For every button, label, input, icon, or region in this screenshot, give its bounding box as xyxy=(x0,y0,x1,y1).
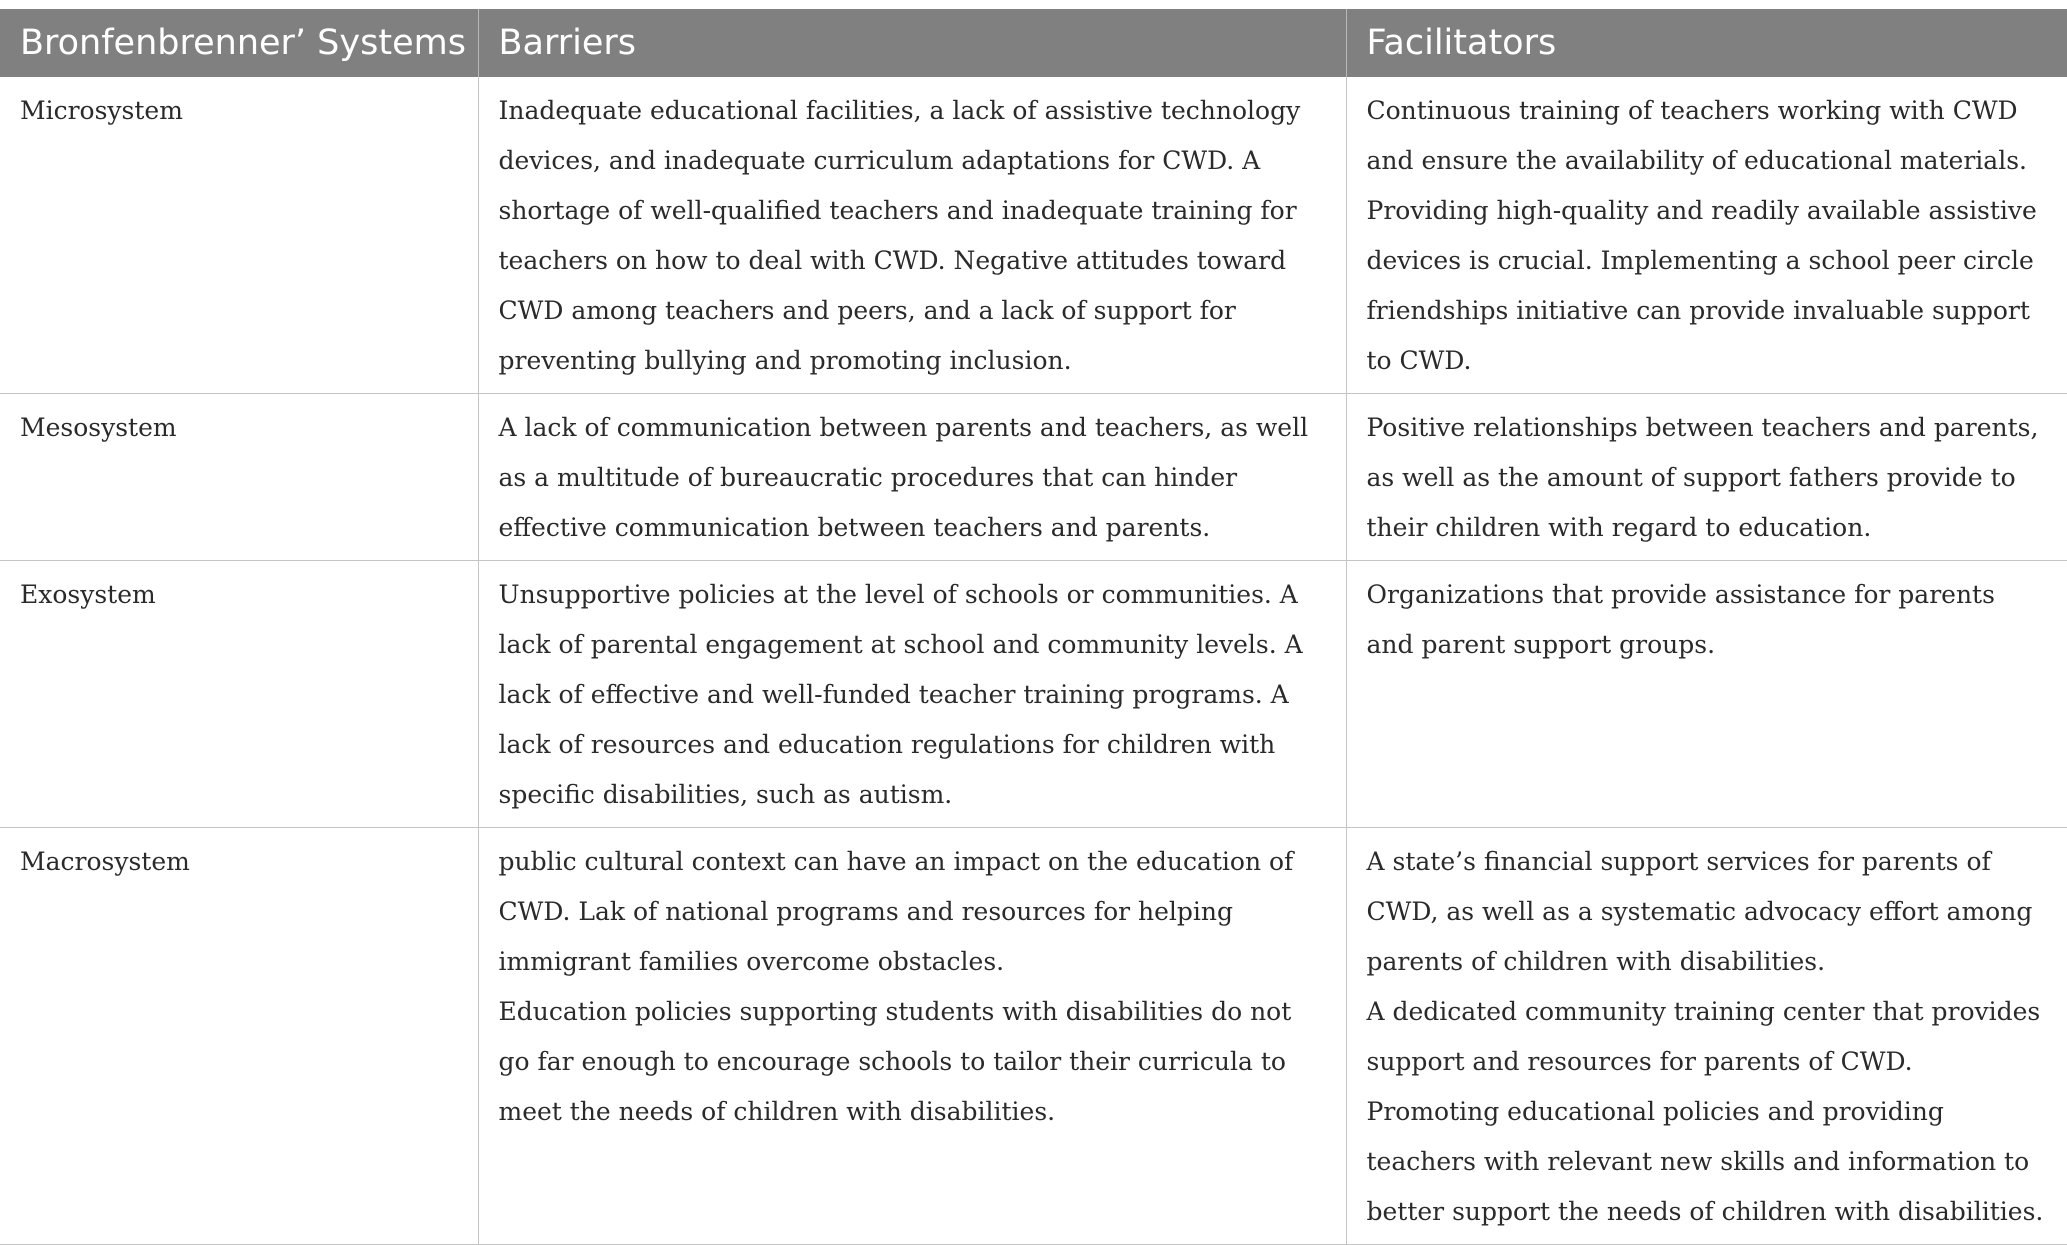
cell-barriers: Unsupportive policies at the level of schools or communities. A lack of parental engagement at school and community levels. A lack of effective and well-funded teacher training programs. A lack of resources and education regulations for children with specific disabilities, such as autism. xyxy=(478,561,1346,828)
header-barriers: Barriers xyxy=(478,9,1346,77)
cell-facilitators: Continuous training of teachers working with CWD and ensure the availability of educational materials. Providing high-quality and readily available assistive devices is crucial. Implementing a school peer circle friendships initiative can provide invaluable support to CWD. xyxy=(1346,77,2067,394)
table-header xyxy=(0,9,2067,77)
cell-system: Macrosystem xyxy=(0,828,478,1245)
cell-facilitators: Positive relationships between teachers and parents, as well as the amount of support fathers provide to their children with regard to education. xyxy=(1346,394,2067,561)
header-facilitators: Facilitators xyxy=(1346,9,2067,77)
cell-system: Mesosystem xyxy=(0,394,478,561)
cell-barriers: public cultural context can have an impact on the education of CWD. Lak of national programs and resources for helping immigrant families overcome obstacles. Education policies supporting students with disabilities do not go far enough to encourage schools to tailor their curricula to meet the needs of children with disabilities. xyxy=(478,828,1346,1245)
cell-facilitators: Organizations that provide assistance for parents and parent support groups. xyxy=(1346,561,2067,828)
table-row xyxy=(0,561,2067,828)
table-row xyxy=(0,77,2067,394)
cell-barriers: Inadequate educational facilities, a lack of assistive technology devices, and inadequate curriculum adaptations for CWD. A shortage of well-qualified teachers and inadequate training for teachers on how to deal with CWD. Negative attitudes toward CWD among teachers and peers, and a lack of support for preventing bullying and promoting inclusion. xyxy=(478,77,1346,394)
bronfenbrenner-table xyxy=(0,9,2067,1245)
bronfenbrenner-table-container xyxy=(0,9,2067,1245)
table-body xyxy=(0,77,2067,1245)
cell-system: Exosystem xyxy=(0,561,478,828)
table-row xyxy=(0,394,2067,561)
header-systems: Bronfenbrenner’ Systems xyxy=(0,9,478,77)
header-row xyxy=(0,9,2067,77)
cell-barriers: A lack of communication between parents and teachers, as well as a multitude of bureaucratic procedures that can hinder effective communication between teachers and parents. xyxy=(478,394,1346,561)
cell-system: Microsystem xyxy=(0,77,478,394)
cell-facilitators: A state’s financial support services for parents of CWD, as well as a systematic advocacy effort among parents of children with disabilities. A dedicated community training center that provides support and resources for parents of CWD. Promoting educational policies and providing teachers with relevant new skills and information to better support the needs of children with disabilities. xyxy=(1346,828,2067,1245)
table-row xyxy=(0,828,2067,1245)
